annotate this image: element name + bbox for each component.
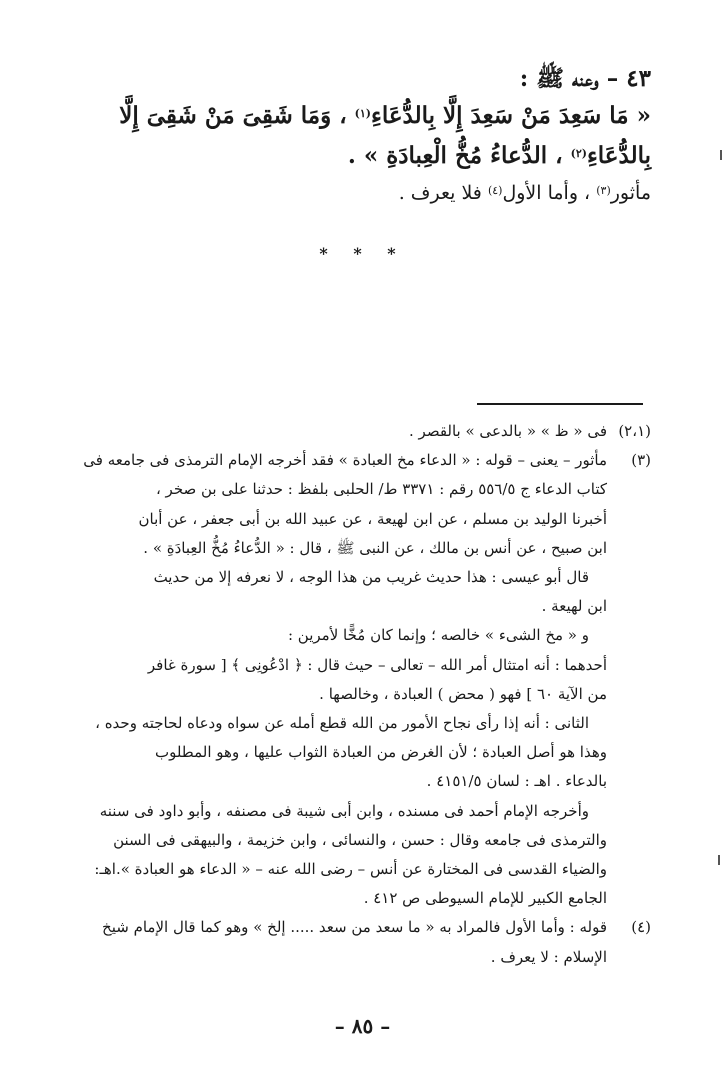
note-part: مأثور	[610, 182, 651, 204]
footnote-1-2	[83, 417, 651, 446]
hadith-text-part: ، وَمَا شَقِىَ مَنْ شَقِىَ إِلَّا	[119, 102, 347, 129]
footnote-line: من الآية ٦٠ ] فهو ( محض ) العبادة ، وخالصها .	[319, 684, 607, 703]
footnote-line: وأخرجه الإمام أحمد فى مسنده ، وابن أبى شيبة فى مصنفه ، وأبو داود فى سننه	[99, 801, 589, 820]
footnote-ref[interactable]: (١)	[354, 107, 371, 120]
footnote-4	[83, 913, 651, 971]
footnote-3-para-5	[83, 797, 651, 914]
footnote-line: ابن لهيعة .	[541, 597, 607, 616]
note-part: ، وأما الأول	[502, 182, 591, 204]
footnote-line: قال أبو عيسى : هذا حديث غريب من هذا الوجه ، لا نعرفه إلا من حديث	[153, 568, 589, 587]
footnote-3-para-3	[83, 651, 651, 709]
footnote-line: الثانى : أنه إذا رأى نجاح الأمور من الله قطع أمله عن سواه ودعاه لحاجته وحده ،	[95, 714, 589, 733]
hadith-grading-note	[91, 176, 651, 210]
footnote-line: و « مخ الشىء » خالصه ؛ وإنما كان مُخًّا لأمرين :	[287, 626, 589, 645]
footnote-number: (٤)	[631, 918, 651, 937]
footnote-line: أخبرنا الوليد بن مسلم ، عن ابن لهيعة ، عن عبيد الله بن أبى جعفر ، عن أبان	[138, 509, 607, 528]
footnote-line: الإسلام : لا يعرف .	[490, 947, 607, 966]
footnote-number: (٣)	[631, 451, 651, 470]
hadith-text-part: ، الدُّعاءُ مُخُّ الْعِبادَةِ » .	[347, 142, 563, 169]
hadith-text-line-1	[91, 96, 651, 136]
footnote-line: كتاب الدعاء ج ٥٥٦/٥ رقم : ٣٣٧١ ط/ الحلبى بلفظ : حدثنا على بن صخر ،	[155, 480, 607, 499]
footnote-line: والضياء القدسى فى المختارة عن أنس – رضى الله عنه – « الدعاء هو العبادة ».اهـ:	[94, 860, 607, 879]
hadith-block	[91, 62, 651, 210]
hadith-text-part: بِالدُّعَاءِ	[586, 142, 651, 169]
footnote-line: أحدهما : أنه امتثال أمر الله – تعالى – حيث قال : ﴿ ادْعُونِى ﴾ [ سورة غافر	[147, 655, 607, 674]
hadith-text-line-2	[91, 136, 651, 176]
footnote-line: فى « ظ » « بالدعى » بالقصر .	[409, 422, 607, 440]
footnote-ref[interactable]: (٤)	[487, 184, 503, 197]
footnote-3-para-4	[83, 709, 651, 797]
footnote-line: مأثور – يعنى – قوله : « الدعاء مخ العبادة » فقد أخرجه الإمام الترمذى فى جامعه فى	[83, 451, 607, 470]
footnote-ref[interactable]: (٣)	[596, 184, 611, 197]
footnotes-section	[83, 417, 651, 972]
footnote-3	[83, 446, 651, 563]
scan-artifact	[720, 150, 722, 160]
footnote-line: بالدعاء . اهـ : لسان ٤١٥١/٥ .	[426, 772, 607, 791]
page-number: – ٨٥ –	[334, 1014, 391, 1038]
note-part: فلا يعرف .	[398, 182, 482, 204]
footnote-line: والترمذى فى جامعه وقال : حسن ، والنسائى ، وابن خزيمة ، والبيهقى فى السنن	[113, 830, 607, 849]
footnote-line: وهذا هو أصل العبادة ؛ لأن الغرض من العبادة الثواب عليها ، وهو المطلوب	[154, 743, 607, 762]
footnote-rule	[477, 403, 643, 405]
footnote-3-para-2	[83, 621, 651, 650]
footnote-line: الجامع الكبير للإمام السيوطى ص ٤١٢ .	[363, 889, 607, 908]
hadith-heading: ٤٣ – وعنه ﷺ :	[519, 65, 651, 92]
footnote-ref[interactable]: (٢)	[570, 147, 587, 160]
footnote-number: (٢،١)	[618, 422, 651, 440]
footnote-3-para-1	[83, 563, 651, 621]
footnote-line: ابن صبيح ، عن أنس بن مالك ، عن النبى ﷺ ، قال : « الدُّعاءُ مُخُّ العِبادَةِ » .	[143, 538, 607, 557]
scan-artifact	[718, 855, 720, 865]
footnote-line: قوله : وأما الأول فالمراد به « ما سعد من سعد ..... إلخ » وهو كما قال الإمام شيخ	[102, 918, 607, 937]
hadith-text-part: « مَا سَعِدَ مَنْ سَعِدَ إِلَّا بِالدُّعَاءِ	[371, 102, 651, 129]
hadith-text	[91, 96, 651, 176]
section-separator: * * *	[319, 244, 406, 263]
